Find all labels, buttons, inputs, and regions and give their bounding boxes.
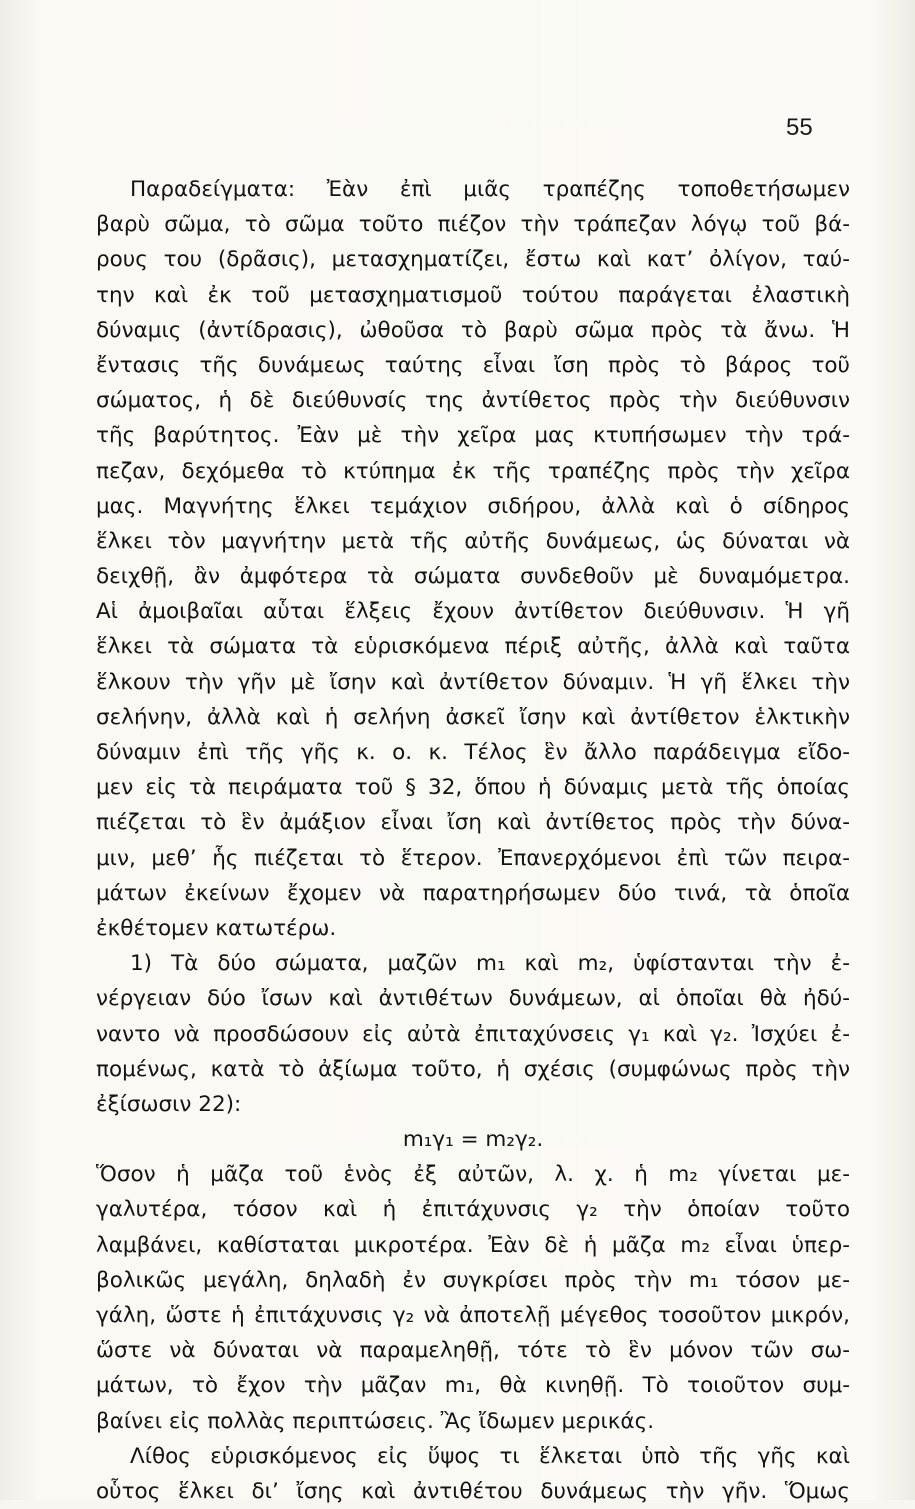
text-line: βαίνει εἰς πολλὰς περιπτώσεις. Ἂς ἴδωμεν μερικάς.	[96, 1408, 655, 1434]
text-line: την καὶ ἐκ τοῦ μετασχηματισμοῦ τούτου παράγεται ἐλαστικὴ	[96, 282, 850, 308]
text-line: σελήνην, ἀλλὰ καὶ ἡ σελήνη ἀσκεῖ ἴσην καὶ ἀντίθετον ἑλκτικὴν	[96, 704, 850, 730]
page-number: 55	[786, 114, 813, 141]
text-line: λαμβάνει, καθίσταται μικροτέρα. Ἐὰν δὲ ἡ μᾶζα m₂ εἶναι ὑπερ-	[96, 1232, 850, 1258]
text-line: μάτων ἐκείνων ἔχομεν νὰ παρατηρήσωμεν δύο τινά, τὰ ὁποῖα	[96, 880, 850, 906]
text-line: ναντο νὰ προσδώσουν εἰς αὐτὰ ἐπιταχύνσεις γ₁ καὶ γ₂. Ἰσχύει ἐ-	[96, 1021, 850, 1047]
text-line: ἕλκει τὰ σώματα τὰ εὑρισκόμενα πέριξ αὐτῆς, ἀλλὰ καὶ ταῦτα	[96, 634, 850, 660]
text-line: νέργειαν δύο ἴσων καὶ ἀντιθέτων δυνάμεων, αἱ ὁποῖαι θὰ ἠδύ-	[96, 986, 850, 1012]
text-line: δύναμιν ἐπὶ τῆς γῆς κ. ο. κ. Τέλος ἓν ἄλλο παράδειγμα εἴδο-	[96, 740, 850, 765]
text-line: Παραδείγματα: Ἐὰν ἐπὶ μιᾶς τραπέζης τοποθετήσωμεν	[130, 177, 850, 202]
text-line: ἕλκουν τὴν γῆν μὲ ἴσην καὶ ἀντίθετον δύναμιν. Ἡ γῆ ἕλκει τὴν	[96, 669, 850, 695]
text-line: 1) Τὰ δύο σώματα, μαζῶν m₁ καὶ m₂, ὑφίστανται τὴν ἐ-	[130, 951, 850, 977]
text-line: ρους του (δρᾶσις), μετασχηματίζει, ἔστω καὶ κατ’ ὀλίγον, ταύ-	[96, 247, 850, 273]
text-line: βολικῶς μεγάλη, δηλαδὴ ἐν συγκρίσει πρὸς τὴν m₁ τόσον με-	[96, 1267, 850, 1293]
text-line: ἐξίσωσιν 22):	[96, 1091, 242, 1117]
text-line: δύναμις (ἀντίδρασις), ὠθοῦσα τὸ βαρὺ σῶμα πρὸς τὰ ἄνω. Ἡ	[96, 317, 850, 343]
text-line: ὥστε νὰ δύναται νὰ παραμεληθῇ, τότε τὸ ἓν μόνον τῶν σω-	[96, 1338, 850, 1364]
text-line: σώματος, ἡ δὲ διεύθυνσίς της ἀντίθετος πρὸς τὴν διεύθυνσιν	[96, 388, 850, 414]
text-line: Ὅσον ἡ μᾶζα τοῦ ἑνὸς ἐξ αὐτῶν, λ. χ. ἡ m₂ γίνεται με-	[96, 1162, 850, 1188]
text-line: πομένως, κατὰ τὸ ἀξίωμα τοῦτο, ἡ σχέσις (συμφώνως πρὸς τὴν	[96, 1056, 850, 1082]
text-line: πεζαν, δεχόμεθα τὸ κτύπημα ἐκ τῆς τραπέζης πρὸς τὴν χεῖρα	[96, 458, 850, 484]
text-line: γαλυτέρα, τόσον καὶ ἡ ἐπιτάχυνσις γ₂ τὴν ὁποίαν τοῦτο	[96, 1197, 850, 1223]
text-line: m₁γ₁ = m₂γ₂.	[402, 1127, 544, 1153]
text-line: ἐκθέτομεν κατωτέρω.	[96, 915, 337, 941]
text-line: Αἱ ἀμοιβαῖαι αὗται ἕλξεις ἔχουν ἀντίθετον διεύθυνσιν. Ἡ γῆ	[96, 599, 850, 625]
text-line: ἔντασις τῆς δυνάμεως ταύτης εἶναι ἴση πρὸς τὸ βάρος τοῦ	[96, 352, 850, 378]
text-line: μάτων, τὸ ἔχον τὴν μᾶζαν m₁, θὰ κινηθῇ. Τὸ τοιοῦτον συμ-	[96, 1373, 850, 1399]
body-text	[96, 172, 850, 1509]
text-line: γάλη, ὥστε ἡ ἐπιτάχυνσις γ₂ νὰ ἀποτελῇ μέγεθος τοσοῦτον μικρόν,	[96, 1303, 850, 1328]
text-line: βαρὺ σῶμα, τὸ σῶμα τοῦτο πιέζον τὴν τράπεζαν λόγῳ τοῦ βά-	[96, 212, 850, 238]
text-line: οὗτος ἕλκει δι’ ἴσης καὶ ἀντιθέτου δυνάμεως τὴν γῆν. Ὅμως	[96, 1478, 850, 1504]
text-line: μιν, μεθ’ ἧς πιέζεται τὸ ἕτερον. Ἐπανερχόμενοι ἐπὶ τῶν πειρα-	[96, 845, 850, 871]
text-line: τῆς βαρύτητος. Ἐὰν μὲ τὴν χεῖρα μας κτυπήσωμεν τὴν τρά-	[96, 423, 850, 449]
text-line: ἕλκει τὸν μαγνήτην μετὰ τῆς αὐτῆς δυνάμεως, ὡς δύναται νὰ	[96, 528, 850, 554]
text-line: μας. Μαγνήτης ἕλκει τεμάχιον σιδήρου, ἀλλὰ καὶ ὁ σίδηρος	[96, 493, 850, 519]
text-line: Λίθος εὑρισκόμενος εἰς ὕψος τι ἕλκεται ὑπὸ τῆς γῆς καὶ	[130, 1443, 850, 1469]
text-line: πιέζεται τὸ ἓν ἀμάξιον εἶναι ἴση καὶ ἀντίθετος πρὸς τὴν δύνα-	[96, 810, 850, 836]
text-line: δειχθῇ, ἂν ἀμφότερα τὰ σώματα συνδεθοῦν μὲ δυναμόμετρα.	[96, 564, 850, 590]
text-line: μεν εἰς τὰ πειράματα τοῦ § 32, ὅπου ἡ δύναμις μετὰ τῆς ὁποίας	[96, 775, 850, 801]
